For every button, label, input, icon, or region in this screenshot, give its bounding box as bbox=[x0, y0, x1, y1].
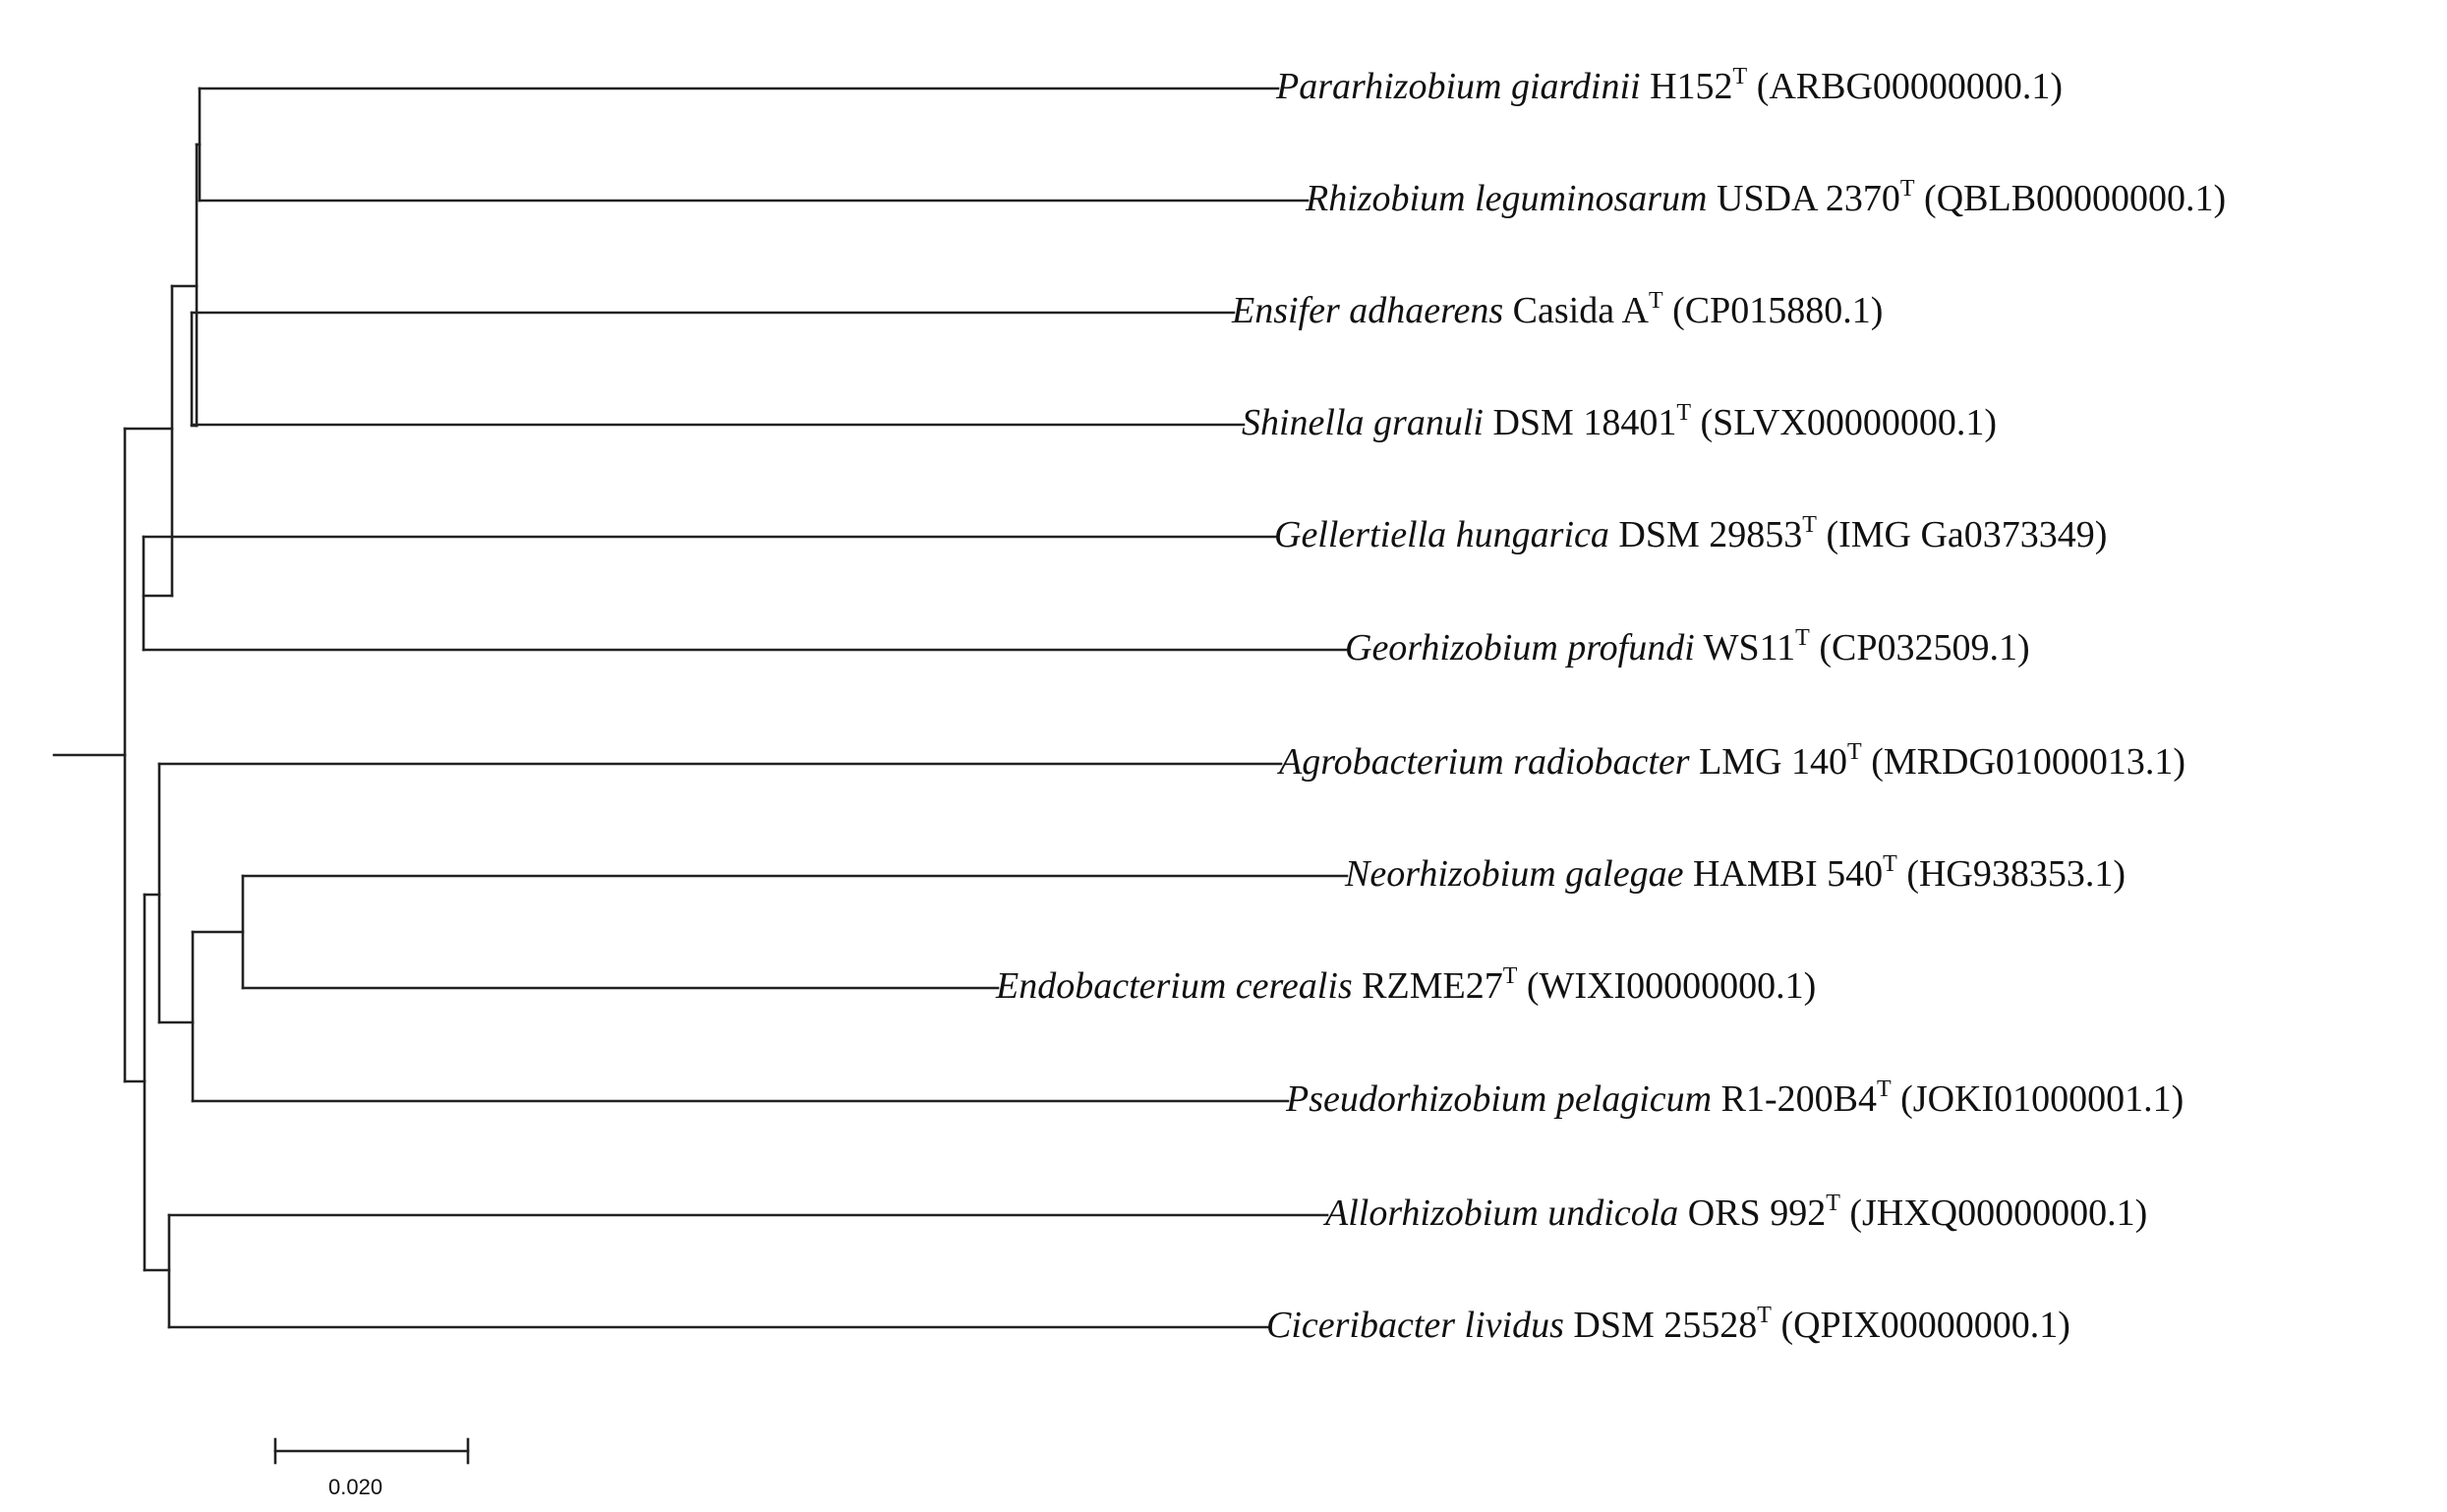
accession-number: (HG938353.1) bbox=[1906, 853, 2127, 895]
type-strain-mark: T bbox=[1847, 739, 1862, 765]
taxon-label bbox=[1306, 176, 2227, 219]
taxon-label bbox=[1345, 625, 2030, 669]
taxon-label bbox=[1232, 288, 1884, 331]
accession-number: (CP032509.1) bbox=[1819, 627, 2030, 669]
accession-number: (MRDG01000013.1) bbox=[1871, 741, 2186, 783]
taxon-label bbox=[996, 963, 1817, 1007]
accession-number: (JHXQ00000000.1) bbox=[1849, 1192, 2148, 1234]
type-strain-mark: T bbox=[1732, 64, 1748, 89]
taxon-name: Neorhizobium galegae bbox=[1345, 853, 1684, 895]
strain-name: ORS 992 bbox=[1687, 1192, 1827, 1234]
type-strain-mark: T bbox=[1795, 625, 1810, 651]
taxon-label bbox=[1276, 64, 2064, 107]
type-strain-mark: T bbox=[1876, 1076, 1892, 1102]
taxon-label bbox=[1274, 512, 2108, 555]
accession-number: (SLVX00000000.1) bbox=[1700, 402, 1998, 443]
accession-number: (QBLB00000000.1) bbox=[1924, 178, 2227, 219]
strain-name: H152 bbox=[1650, 66, 1733, 107]
taxon-name: Allorhizobium undicola bbox=[1325, 1192, 1679, 1234]
type-strain-mark: T bbox=[1826, 1191, 1840, 1216]
strain-name: USDA 2370 bbox=[1717, 178, 1900, 219]
type-strain-mark: T bbox=[1648, 288, 1663, 314]
taxon-name: Agrobacterium radiobacter bbox=[1279, 741, 1690, 783]
taxon-name: Gellertiella hungarica bbox=[1274, 514, 1609, 555]
strain-name: R1-200B4 bbox=[1720, 1078, 1877, 1120]
taxon-label bbox=[1279, 739, 2186, 783]
taxon-name: Shinella granuli bbox=[1242, 402, 1484, 443]
strain-name: Casida A bbox=[1512, 290, 1649, 331]
accession-number: (IMG Ga0373349) bbox=[1826, 514, 2108, 555]
taxon-label bbox=[1345, 851, 2127, 895]
taxon-name: Ciceribacter lividus bbox=[1266, 1305, 1564, 1346]
taxon-label bbox=[1286, 1076, 2185, 1120]
accession-number: (CP015880.1) bbox=[1672, 290, 1884, 331]
taxon-label bbox=[1266, 1303, 2070, 1346]
type-strain-mark: T bbox=[1502, 963, 1518, 989]
strain-name: RZME27 bbox=[1362, 965, 1503, 1007]
strain-name: DSM 18401 bbox=[1492, 402, 1677, 443]
accession-number: (WIXI00000000.1) bbox=[1526, 965, 1817, 1007]
type-strain-mark: T bbox=[1899, 176, 1915, 202]
type-strain-mark: T bbox=[1757, 1303, 1772, 1328]
strain-name: WS11 bbox=[1703, 627, 1796, 669]
taxon-name: Pararhizobium giardinii bbox=[1276, 66, 1641, 107]
strain-name: HAMBI 540 bbox=[1692, 853, 1884, 895]
accession-number: (JOKI01000001.1) bbox=[1900, 1078, 2185, 1120]
strain-name: DSM 25528 bbox=[1573, 1305, 1758, 1346]
type-strain-mark: T bbox=[1676, 400, 1691, 426]
taxon-name: Rhizobium leguminosarum bbox=[1306, 178, 1708, 219]
taxon-label bbox=[1325, 1191, 2148, 1234]
taxon-name: Ensifer adhaerens bbox=[1232, 290, 1504, 331]
strain-name: DSM 29853 bbox=[1618, 514, 1803, 555]
taxon-name: Endobacterium cerealis bbox=[996, 965, 1353, 1007]
taxon-label bbox=[1242, 400, 1998, 443]
scale-bar-label: 0.020 bbox=[328, 1475, 383, 1499]
type-strain-mark: T bbox=[1883, 851, 1897, 877]
taxon-name: Georhizobium profundi bbox=[1345, 627, 1695, 669]
accession-number: (ARBG00000000.1) bbox=[1756, 66, 2064, 107]
strain-name: LMG 140 bbox=[1699, 741, 1848, 783]
taxon-name: Pseudorhizobium pelagicum bbox=[1286, 1078, 1713, 1120]
type-strain-mark: T bbox=[1802, 512, 1817, 538]
accession-number: (QPIX00000000.1) bbox=[1780, 1305, 2070, 1346]
